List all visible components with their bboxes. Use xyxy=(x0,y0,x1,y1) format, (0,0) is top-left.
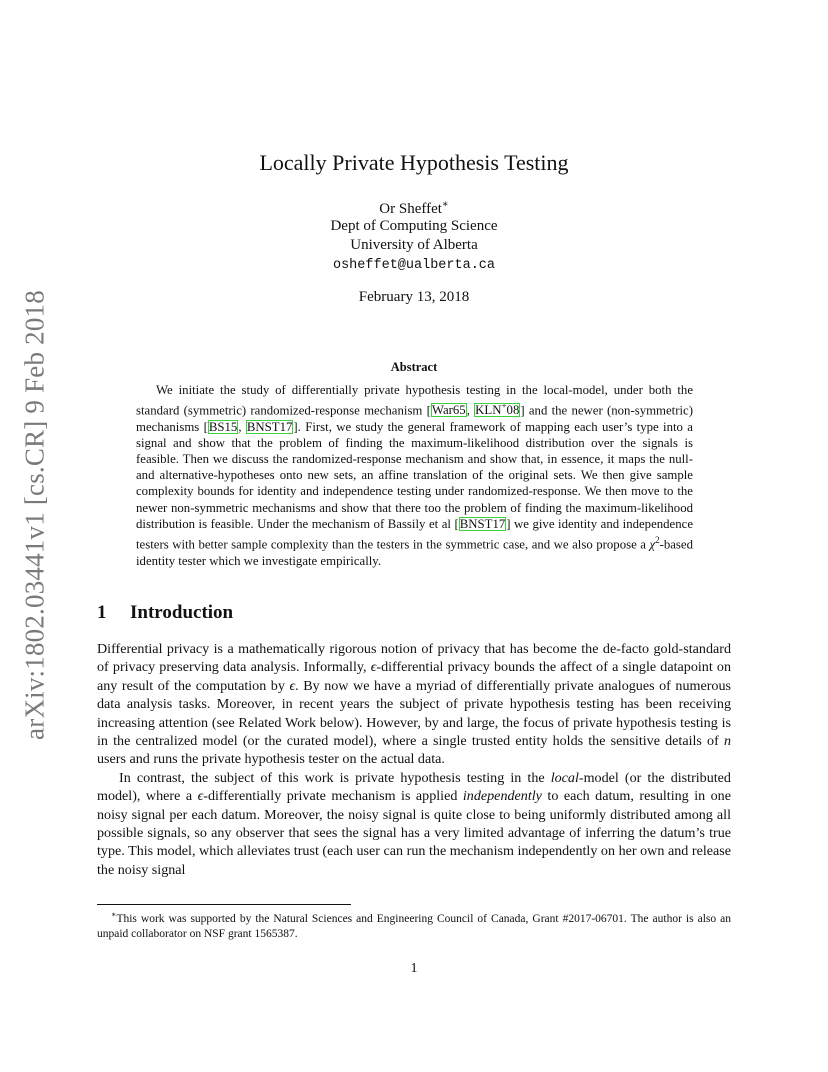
section-title: Introduction xyxy=(130,602,234,623)
intro-paragraph-1 xyxy=(97,640,731,879)
body-text: users and runs the private hypothesis tester on the actual data. xyxy=(97,751,445,768)
citation-kln08-text: KLN xyxy=(475,403,502,418)
abstract-body: We initiate the study of differentially private hypothesis testing in the local-model, under both the standard (symmetric) randomized-response mechanism [War65, KLN+08] and the newer (non-symmetric) mechanisms [BS15, BNST17]. First, we study the general framework of mapping each user’s type into a signal and show that the problem of finding the maximum-likelihood distribution over the signals is feasible. Then we discuss the randomized-response mechanism and show that, in essence, it maps the null- and alternative-hypotheses onto new sets, an affine translation of the original sets. We then give sample complexity bounds for identity and independence testing under randomized-response. We then move to the newer non-symmetric mechanisms and show that there too the problem of finding the maximum-likelihood distribution is feasible. Under the mechanism of Bassily et al [BNST17] we give identity and independence testers with better sample complexity than the testers in the symmetric case, and we also propose a $\chi^2$-based identity tester which we investigate empirically. xyxy=(136,383,693,568)
footnote xyxy=(97,907,731,942)
emphasis-independently: independently xyxy=(462,788,542,805)
author-name-text: Or Sheffet xyxy=(379,201,442,217)
citation-separator: , xyxy=(238,419,246,434)
author-email[interactable]: osheffet@ualberta.ca xyxy=(332,258,496,273)
citation-bs15[interactable]: BS15 xyxy=(208,419,238,434)
chi-superscript: 2 xyxy=(655,535,660,546)
variable-n: n xyxy=(723,733,731,750)
citation-war65[interactable]: War65 xyxy=(431,403,466,418)
body-text: -differentially private mechanism is applied xyxy=(203,788,463,805)
epsilon-symbol: ϵ xyxy=(289,677,296,694)
epsilon-symbol: ϵ xyxy=(370,659,377,676)
page-number: 1 xyxy=(410,961,418,976)
abstract-heading: Abstract xyxy=(390,360,438,374)
citation-kln08-sup: + xyxy=(501,401,507,412)
abstract-text: we give identity and independence testers with better sample complexity than the testers in the symmetric case, and we also propose a xyxy=(136,516,693,552)
paper-title: Locally Private Hypothesis Testing xyxy=(259,150,569,175)
body-text: to each datum, resulting in one noisy signal per each datum. Moreover, the noisy signal is quite close to being uniformly distributed among all possible signals, so any observer that sees the signal has a very limited advantage of inferring the datum’s true type. This model, which alleviates trust (each user can run the mechanism independently on her own and release the noisy signal xyxy=(97,788,731,878)
epsilon-symbol: ϵ xyxy=(197,788,204,805)
footnote-text: This work was supported by the Natural Sciences and Engineering Council of Canada, Grant #2017-06701. The author is also an unpaid collaborator on NSF grant 1565387. xyxy=(97,912,731,940)
emphasis-local: local xyxy=(550,769,579,786)
body-text: In contrast, the subject of this work is private hypothesis testing in the xyxy=(119,769,551,786)
citation-bnst17-second[interactable]: BNST17 xyxy=(459,516,506,531)
author-department: Dept of Computing Science xyxy=(330,218,498,234)
citation-kln08-year: 08 xyxy=(506,403,520,418)
body-text: -differential privacy bounds the affect of a single datapoint on any result of the computation by xyxy=(97,659,731,694)
author-footnote-mark: ∗ xyxy=(441,199,449,210)
section-number: 1 xyxy=(97,602,107,623)
author-name xyxy=(0,199,828,218)
abstract-text: . First, we study the general framework of mapping each user’s type into a signal and show that the problem of finding the maximum-likelihood distribution over the signals is feasible. Then we discuss the randomized-response mechanism and show that, in essence, it maps the null- and alternative-hypotheses onto new sets, an affine translation of the original sets. We then give sample complexity bounds for identity and independence testing under randomized-response. We then move to the newer non-symmetric mechanisms and show that there too the problem of finding the maximum-likelihood distribution is feasible. Under the mechanism of Bassily et al xyxy=(136,419,693,531)
body-text: -model (or the distributed model), where a xyxy=(97,769,731,805)
abstract-text: We initiate the study of differentially private hypothesis testing in the local-model, under both the standard (symmetric) randomized-response mechanism xyxy=(136,383,693,418)
section-heading-introduction xyxy=(97,602,233,624)
arxiv-id-text: arXiv:1802.03441v1 [cs.CR] 9 Feb 2018 xyxy=(19,290,50,740)
abstract-text: -based identity tester which we investigate empirically. xyxy=(136,537,693,568)
author-university: University of Alberta xyxy=(350,237,478,253)
citation-separator: , xyxy=(466,403,475,418)
citation-bnst17[interactable]: BNST17 xyxy=(246,419,293,434)
body-text: . By now we have a myriad of differentially private analogues of numerous data analysis tasks. Moreover, in recent years the subject of private hypothesis testing has been receiving increasing attention (see Related Work below). However, by and large, the focus of private hypothesis testing is in the centralized model (or the curated model), where a single trusted entity holds the sensitive details of xyxy=(97,677,731,750)
footnote-divider xyxy=(97,904,351,905)
chi-symbol: χ xyxy=(649,537,656,552)
citation-kln08[interactable] xyxy=(474,403,520,417)
paper-date: February 13, 2018 xyxy=(358,289,470,305)
body-text: Differential privacy is a mathematically rigorous notion of privacy that has become the de-facto gold-standard of privacy preserving data analysis. Informally, xyxy=(97,641,731,676)
abstract-text: and the newer (non-symmetric) mechanisms xyxy=(136,403,693,434)
footnote-mark: ∗ xyxy=(111,910,117,919)
